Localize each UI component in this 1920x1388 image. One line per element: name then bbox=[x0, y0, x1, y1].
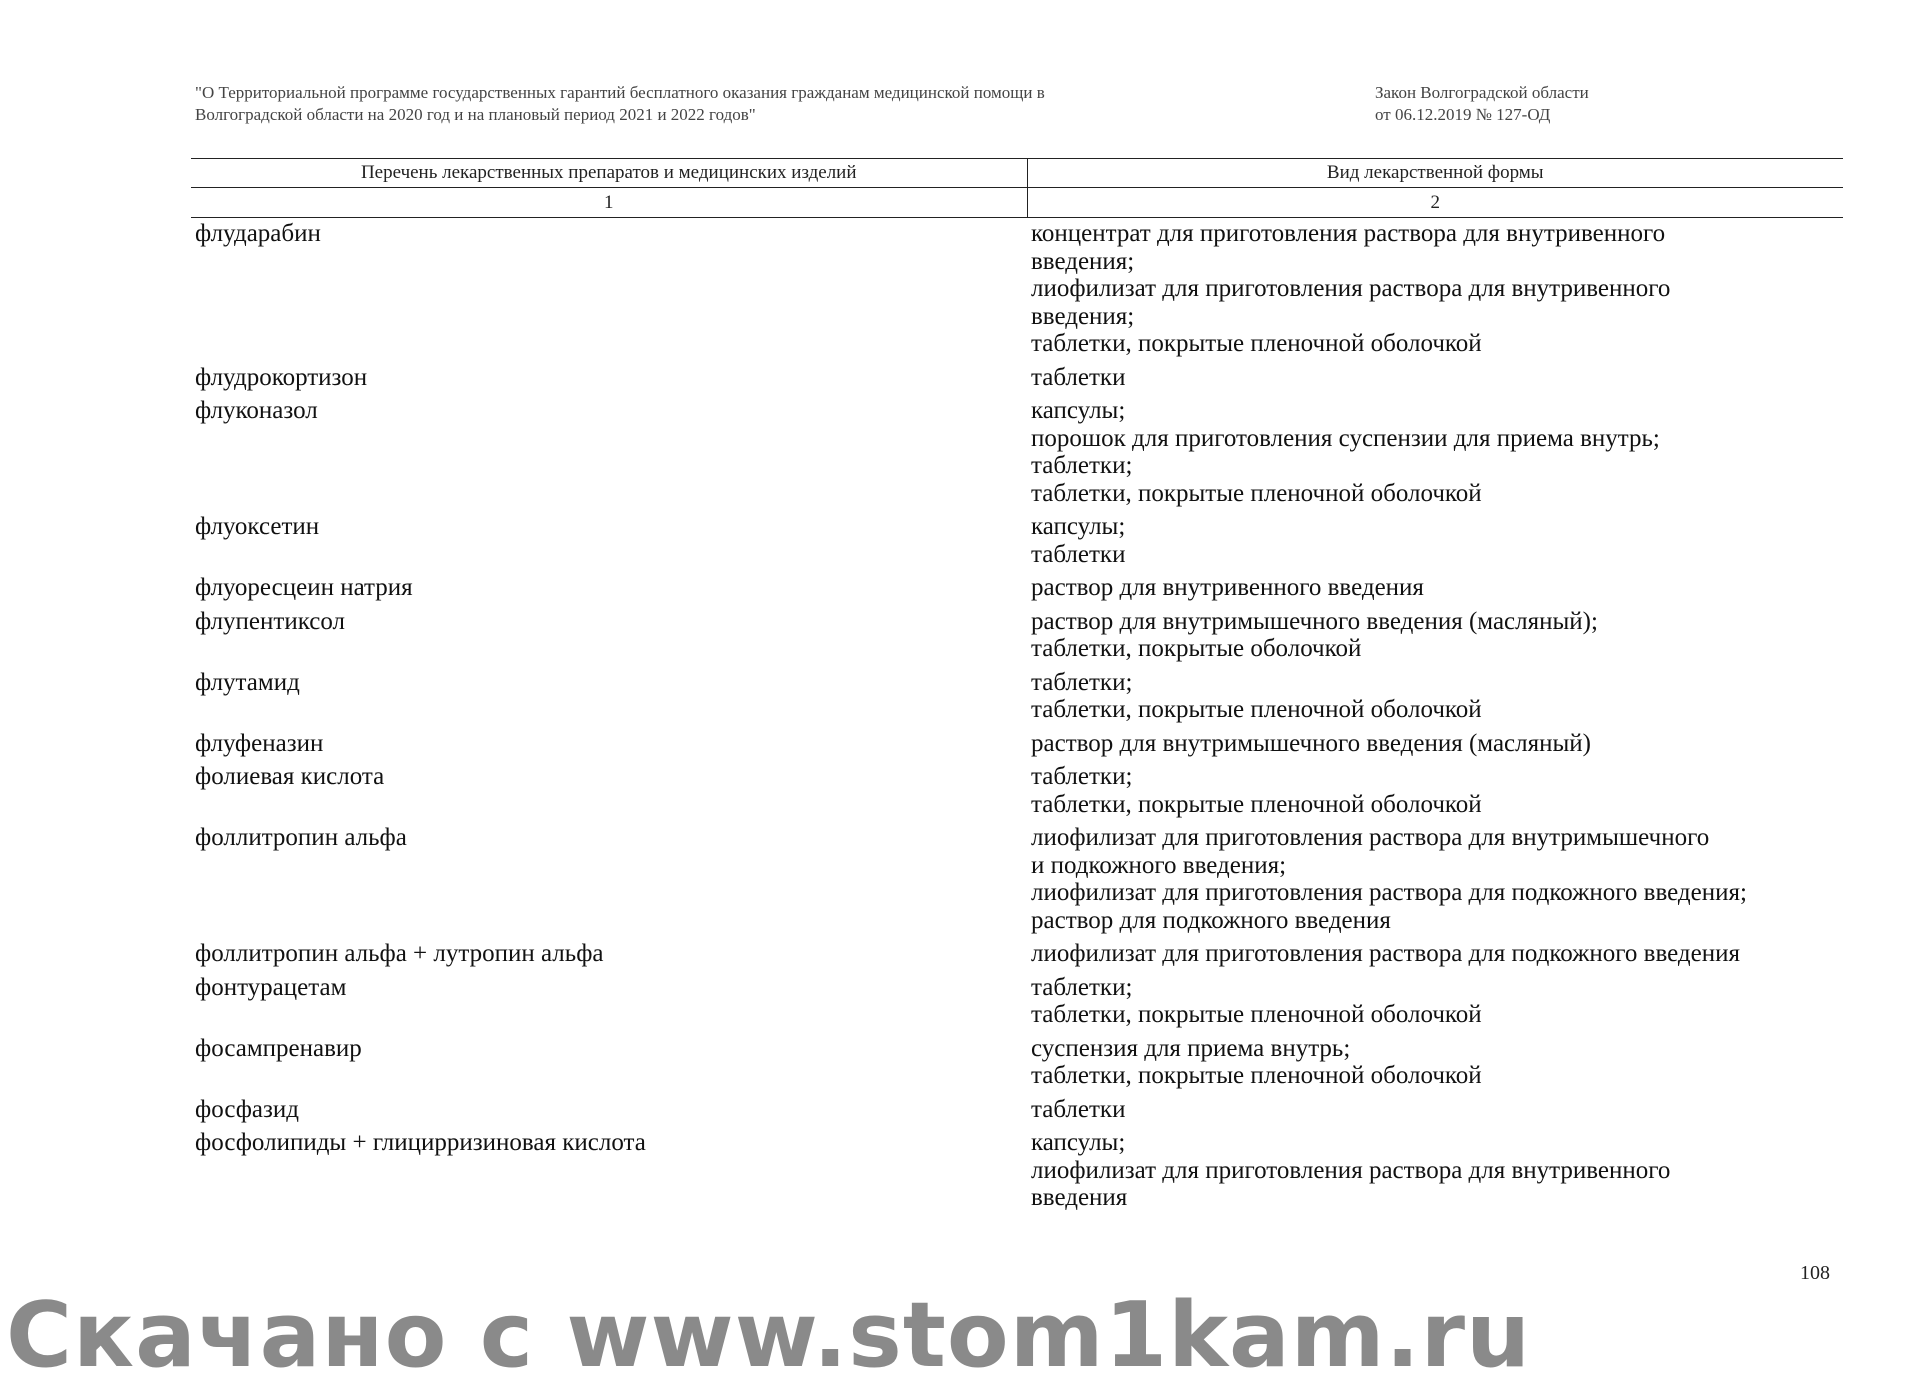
dosage-form-line: лиофилизат для приготовления раствора для внутривенного bbox=[1031, 1156, 1671, 1184]
medication-name: фонтурацетам bbox=[195, 973, 347, 1001]
dosage-forms bbox=[1027, 669, 1843, 730]
table-row bbox=[191, 1035, 1843, 1096]
table-row bbox=[191, 218, 1843, 364]
dosage-form-line: таблетки, покрытые пленочной оболочкой bbox=[1031, 696, 1482, 723]
table-row bbox=[191, 364, 1843, 398]
table-row bbox=[191, 608, 1843, 669]
column-header-dosage-form: Вид лекарственной формы bbox=[1027, 159, 1843, 188]
medication-name: фолиевая кислота bbox=[195, 763, 385, 790]
dosage-form-line: лиофилизат для приготовления раствора для подкожного введения; bbox=[1031, 879, 1747, 906]
header-law-title-line: "О Территориальной программе государственных гарантий бесплатного оказания гражданам медицинской помощи в bbox=[195, 83, 1045, 102]
dosage-form-line: таблетки, покрытые пленочной оболочкой bbox=[1031, 1062, 1482, 1089]
dosage-form-line: введения; bbox=[1031, 302, 1135, 330]
table-row bbox=[191, 397, 1843, 513]
medication-name: флуконазол bbox=[195, 397, 318, 424]
header-law-name: Закон Волгоградской области bbox=[1375, 83, 1589, 102]
dosage-forms bbox=[1027, 397, 1843, 513]
medication-name: флуфеназин bbox=[195, 729, 324, 757]
medication-name: флупентиксол bbox=[195, 607, 345, 635]
dosage-form-line: таблетки bbox=[1031, 1095, 1126, 1123]
table-row bbox=[191, 1096, 1843, 1130]
medication-name: флударабин bbox=[195, 220, 321, 247]
dosage-form-line: таблетки; bbox=[1031, 452, 1133, 479]
dosage-form-line: раствор для внутривенного введения bbox=[1031, 574, 1424, 601]
dosage-form-line: таблетки bbox=[1031, 363, 1126, 391]
header-law-reference bbox=[1375, 82, 1835, 126]
dosage-form-line: таблетки, покрытые пленочной оболочкой bbox=[1031, 790, 1482, 818]
table-body bbox=[191, 218, 1843, 1218]
dosage-form-line: лиофилизат для приготовления раствора для внутривенного bbox=[1031, 275, 1671, 302]
dosage-form-line: порошок для приготовления суспензии для приема внутрь; bbox=[1031, 424, 1660, 452]
dosage-form-line: таблетки bbox=[1031, 540, 1126, 568]
table-row bbox=[191, 574, 1843, 608]
dosage-form-line: таблетки, покрытые пленочной оболочкой bbox=[1031, 330, 1482, 357]
medication-name: флуоксетин bbox=[195, 513, 320, 540]
table-header-row bbox=[191, 159, 1843, 188]
dosage-forms bbox=[1027, 974, 1843, 1035]
medication-name: фосампренавир bbox=[195, 1034, 362, 1062]
column-header-medication: Перечень лекарственных препаратов и медицинских изделий bbox=[191, 159, 1027, 188]
dosage-form-line: капсулы; bbox=[1031, 397, 1126, 424]
dosage-form-line: и подкожного введения; bbox=[1031, 851, 1287, 879]
dosage-form-line: введения bbox=[1031, 1184, 1128, 1211]
table-row bbox=[191, 669, 1843, 730]
column-number-1: 1 bbox=[191, 188, 1027, 218]
medication-name: флудрокортизон bbox=[195, 363, 368, 391]
medication-table bbox=[191, 158, 1843, 1218]
dosage-form-line: таблетки; bbox=[1031, 973, 1133, 1001]
medication-name: флутамид bbox=[195, 668, 300, 696]
header-law-title-line: Волгоградской области на 2020 год и на плановый период 2021 и 2022 годов" bbox=[195, 105, 756, 124]
dosage-form-line: суспензия для приема внутрь; bbox=[1031, 1034, 1351, 1062]
dosage-form-line: раствор для подкожного введения bbox=[1031, 906, 1391, 934]
medication-name: фосфазид bbox=[195, 1095, 299, 1123]
dosage-forms bbox=[1027, 574, 1843, 608]
dosage-form-line: раствор для внутримышечного введения (масляный) bbox=[1031, 729, 1591, 757]
dosage-forms bbox=[1027, 364, 1843, 398]
table-column-number-row bbox=[191, 188, 1843, 218]
table-row bbox=[191, 940, 1843, 974]
dosage-form-line: введения; bbox=[1031, 247, 1135, 275]
table-row bbox=[191, 763, 1843, 824]
dosage-forms bbox=[1027, 608, 1843, 669]
dosage-form-line: капсулы; bbox=[1031, 1129, 1126, 1156]
header-law-title bbox=[195, 82, 1155, 126]
dosage-forms bbox=[1027, 940, 1843, 974]
dosage-form-line: таблетки, покрытые оболочкой bbox=[1031, 635, 1362, 662]
dosage-forms bbox=[1027, 1035, 1843, 1096]
dosage-form-line: раствор для внутримышечного введения (масляный); bbox=[1031, 607, 1598, 635]
dosage-form-line: капсулы; bbox=[1031, 513, 1126, 540]
column-number-2: 2 bbox=[1027, 188, 1843, 218]
page-number: 108 bbox=[1800, 1262, 1830, 1284]
medication-name: фосфолипиды + глицирризиновая кислота bbox=[195, 1129, 646, 1156]
dosage-forms bbox=[1027, 513, 1843, 574]
table-row bbox=[191, 513, 1843, 574]
dosage-forms bbox=[1027, 1096, 1843, 1130]
dosage-form-line: таблетки, покрытые пленочной оболочкой bbox=[1031, 1001, 1482, 1028]
dosage-form-line: концентрат для приготовления раствора для внутривенного bbox=[1031, 220, 1666, 247]
header-law-date: от 06.12.2019 № 127-ОД bbox=[1375, 105, 1551, 124]
table-row bbox=[191, 730, 1843, 764]
dosage-forms bbox=[1027, 730, 1843, 764]
dosage-form-line: лиофилизат для приготовления раствора для подкожного введения bbox=[1031, 940, 1740, 967]
dosage-form-line: таблетки; bbox=[1031, 668, 1133, 696]
dosage-form-line: таблетки, покрытые пленочной оболочкой bbox=[1031, 479, 1482, 507]
table-row bbox=[191, 1129, 1843, 1218]
dosage-forms bbox=[1027, 218, 1843, 364]
dosage-forms bbox=[1027, 1129, 1843, 1218]
medication-name: фоллитропин альфа + лутропин альфа bbox=[195, 940, 604, 967]
dosage-form-line: таблетки; bbox=[1031, 763, 1133, 790]
medication-name: флуоресцеин натрия bbox=[195, 574, 413, 601]
medication-name: фоллитропин альфа bbox=[195, 824, 407, 851]
dosage-forms bbox=[1027, 824, 1843, 940]
dosage-form-line: лиофилизат для приготовления раствора для внутримышечного bbox=[1031, 824, 1710, 851]
download-watermark: Скачано с www.stom1kam.ru bbox=[6, 1283, 1532, 1388]
table-row bbox=[191, 974, 1843, 1035]
table-row bbox=[191, 824, 1843, 940]
dosage-forms bbox=[1027, 763, 1843, 824]
